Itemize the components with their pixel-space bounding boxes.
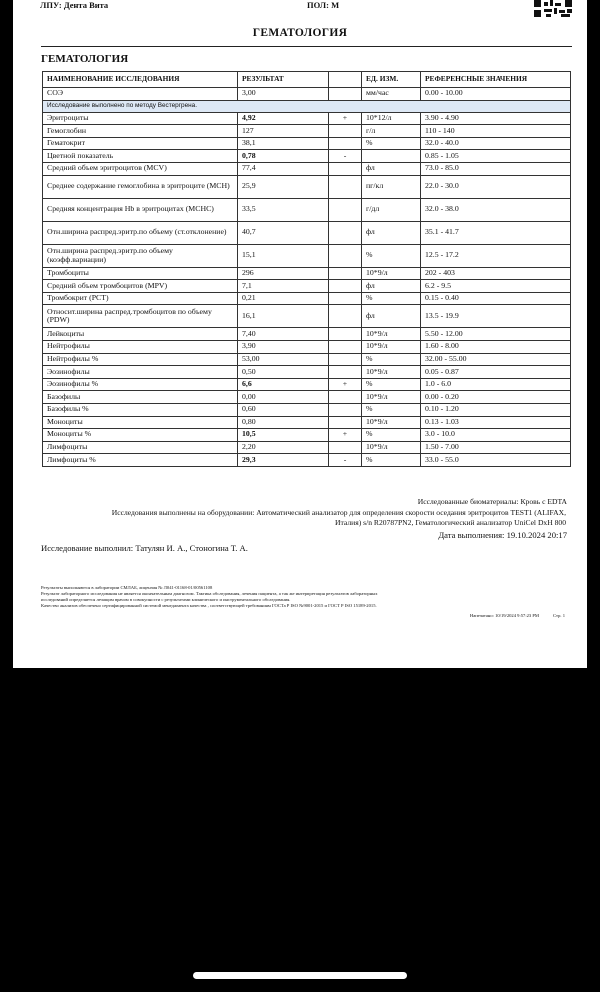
- reference-range: 110 - 140: [421, 125, 571, 138]
- test-result: 33,5: [238, 198, 329, 221]
- test-name: Тромбокрит (PCT): [43, 292, 238, 305]
- disclaimer-line2: исследований определяется лечащим врачом в совокупности с результатами клинического и инструментального обследования.: [41, 597, 291, 602]
- test-unit: г/л: [362, 125, 421, 138]
- reference-range: 0.10 - 1.20: [421, 403, 571, 416]
- test-name: Отн.ширина распред.эритр.по объему (коэфф.вариации): [43, 244, 238, 267]
- table-row: [43, 198, 571, 221]
- result-flag: [329, 244, 362, 267]
- test-result: 3,00: [238, 88, 329, 101]
- test-name: Эритроциты: [43, 112, 238, 125]
- reference-range: 0.05 - 0.87: [421, 366, 571, 379]
- divider: [41, 46, 572, 47]
- disclaimer-line1: Результат лабораторного исследования не является окончательным диагнозом. Тактика обследования, лечения пациента, а так же интерпретация результатов лабораторных: [41, 591, 378, 596]
- result-flag: [329, 198, 362, 221]
- table-row: [43, 162, 571, 175]
- table-row: [43, 378, 571, 391]
- test-unit: пг/кл: [362, 175, 421, 198]
- reference-range: 35.1 - 41.7: [421, 221, 571, 244]
- test-unit: %: [362, 403, 421, 416]
- performed-by: Исследование выполнил: Татулян И. А., Стоногина Т. А.: [41, 543, 248, 553]
- test-name: Лимфоциты: [43, 441, 238, 454]
- reference-range: 202 - 403: [421, 267, 571, 280]
- table-row: [43, 305, 571, 328]
- test-name: СОЭ: [43, 88, 238, 101]
- reference-range: 33.0 - 55.0: [421, 454, 571, 467]
- table-row: [43, 221, 571, 244]
- test-unit: фл: [362, 305, 421, 328]
- table-row: [43, 340, 571, 353]
- column-header-result: РЕЗУЛЬТАТ: [238, 72, 329, 88]
- result-flag: [329, 175, 362, 198]
- table-row: [43, 137, 571, 150]
- reference-range: 1.50 - 7.00: [421, 441, 571, 454]
- result-flag: [329, 280, 362, 293]
- reference-range: 3.90 - 4.90: [421, 112, 571, 125]
- test-unit: фл: [362, 280, 421, 293]
- test-unit: %: [362, 353, 421, 366]
- result-flag: [329, 137, 362, 150]
- reference-range: 0.00 - 0.20: [421, 391, 571, 404]
- test-result: 7,1: [238, 280, 329, 293]
- result-flag: [329, 391, 362, 404]
- test-unit: %: [362, 378, 421, 391]
- result-flag: [329, 441, 362, 454]
- test-name: Тромбоциты: [43, 267, 238, 280]
- table-body: [43, 88, 571, 467]
- test-result: 296: [238, 267, 329, 280]
- test-name: Лейкоциты: [43, 328, 238, 341]
- equipment-note-line1: Исследования выполнены на оборудовании: Автоматический анализатор для определения скорости оседания эритроцитов TEST1 (ALIFAX,: [111, 508, 566, 517]
- result-flag: [329, 403, 362, 416]
- qr-code-icon: [534, 0, 572, 17]
- test-name: Цветной показатель: [43, 150, 238, 163]
- test-name: Гемоглобин: [43, 125, 238, 138]
- reference-range: 3.0 - 10.0: [421, 429, 571, 442]
- test-name: Средний объем эритроцитов (MCV): [43, 162, 238, 175]
- table-row: [43, 267, 571, 280]
- result-flag: [329, 328, 362, 341]
- result-flag: +: [329, 378, 362, 391]
- result-flag: +: [329, 429, 362, 442]
- results-table: [42, 71, 571, 467]
- result-flag: -: [329, 150, 362, 163]
- reference-range: 1.0 - 6.0: [421, 378, 571, 391]
- test-result: 40,7: [238, 221, 329, 244]
- table-row: [43, 88, 571, 101]
- test-unit: фл: [362, 221, 421, 244]
- result-flag: [329, 125, 362, 138]
- column-header-reference: РЕФЕРЕНСНЫЕ ЗНАЧЕНИЯ: [421, 72, 571, 88]
- page-title: ГЕМАТОЛОГИЯ: [252, 27, 348, 39]
- result-flag: [329, 416, 362, 429]
- reference-range: 0.15 - 0.40: [421, 292, 571, 305]
- reference-range: 0.13 - 1.03: [421, 416, 571, 429]
- test-name: Моноциты: [43, 416, 238, 429]
- test-name: Отн.ширина распред.эритр.по объему (ст.отклонение): [43, 221, 238, 244]
- test-unit: %: [362, 137, 421, 150]
- section-title: ГЕМАТОЛОГИЯ: [41, 53, 129, 65]
- table-row: [43, 328, 571, 341]
- test-name: Средняя концентрация Hb в эритроцитах (MCHC): [43, 198, 238, 221]
- result-flag: [329, 88, 362, 101]
- table-row: [43, 416, 571, 429]
- license-note: Результаты выполняются в лаборатории СМЛАБ, лицензия № Л041-01168-01/00561108: [41, 585, 213, 590]
- result-flag: [329, 292, 362, 305]
- test-unit: 10*9/л: [362, 366, 421, 379]
- result-flag: [329, 305, 362, 328]
- test-unit: 10*9/л: [362, 328, 421, 341]
- result-flag: [329, 162, 362, 175]
- column-header-flag: [329, 72, 362, 88]
- test-result: 16,1: [238, 305, 329, 328]
- test-name: Базофилы %: [43, 403, 238, 416]
- test-result: 29,3: [238, 454, 329, 467]
- reference-range: 12.5 - 17.2: [421, 244, 571, 267]
- result-flag: [329, 340, 362, 353]
- table-row: [43, 150, 571, 163]
- test-result: 0,60: [238, 403, 329, 416]
- test-unit: 10*9/л: [362, 391, 421, 404]
- printed-timestamp: Напечатано: 10/19/2024 9:57:23 PM: [469, 613, 539, 618]
- test-name: Относит.ширина распред.тромбоцитов по объему (PDW): [43, 305, 238, 328]
- column-header-name: НАИМЕНОВАНИЕ ИССЛЕДОВАНИЯ: [43, 72, 238, 88]
- gender-label: ПОЛ: М: [307, 0, 340, 10]
- reference-range: 5.50 - 12.00: [421, 328, 571, 341]
- test-unit: 10*9/л: [362, 267, 421, 280]
- test-unit: %: [362, 454, 421, 467]
- test-result: 127: [238, 125, 329, 138]
- test-result: 4,92: [238, 112, 329, 125]
- test-name: Эозинофилы %: [43, 378, 238, 391]
- test-name: Гематокрит: [43, 137, 238, 150]
- test-result: 6,6: [238, 378, 329, 391]
- table-row: [43, 280, 571, 293]
- reference-range: 1.60 - 8.00: [421, 340, 571, 353]
- table-row: [43, 429, 571, 442]
- table-row: [43, 441, 571, 454]
- test-unit: 10*9/л: [362, 441, 421, 454]
- test-unit: 10*9/л: [362, 416, 421, 429]
- test-result: 10,5: [238, 429, 329, 442]
- test-unit: %: [362, 244, 421, 267]
- report-page: [13, 0, 587, 668]
- test-unit: 10*12/л: [362, 112, 421, 125]
- biomaterial-note: Исследованные биоматериалы: Кровь с EDTA: [417, 497, 567, 506]
- test-name: Нейтрофилы %: [43, 353, 238, 366]
- test-name: Базофилы: [43, 391, 238, 404]
- test-result: 0,50: [238, 366, 329, 379]
- column-header-unit: ЕД. ИЗМ.: [362, 72, 421, 88]
- result-flag: [329, 366, 362, 379]
- table-row: [43, 391, 571, 404]
- table-row: [43, 175, 571, 198]
- reference-range: 32.0 - 38.0: [421, 198, 571, 221]
- test-result: 77,4: [238, 162, 329, 175]
- reference-range: 0.00 - 10.00: [421, 88, 571, 101]
- table-row: [43, 244, 571, 267]
- test-name: Нейтрофилы: [43, 340, 238, 353]
- table-row: [43, 353, 571, 366]
- home-indicator[interactable]: [193, 972, 407, 979]
- test-result: 2,20: [238, 441, 329, 454]
- table-row: [43, 125, 571, 138]
- test-result: 0,21: [238, 292, 329, 305]
- table-row: [43, 292, 571, 305]
- table-row: [43, 112, 571, 125]
- page-number: Стр. 1: [553, 613, 565, 618]
- test-result: 0,78: [238, 150, 329, 163]
- lpu-label: ЛПУ: Дента Вита: [40, 0, 109, 10]
- test-result: 0,00: [238, 391, 329, 404]
- table-row: [43, 366, 571, 379]
- reference-range: 32.0 - 40.0: [421, 137, 571, 150]
- result-flag: [329, 221, 362, 244]
- reference-range: 73.0 - 85.0: [421, 162, 571, 175]
- test-unit: 10*9/л: [362, 340, 421, 353]
- result-flag: [329, 353, 362, 366]
- test-name: Эозинофилы: [43, 366, 238, 379]
- method-note-row: [43, 100, 571, 112]
- test-unit: фл: [362, 162, 421, 175]
- test-name: Среднее содержание гемоглобина в эритроците (MCH): [43, 175, 238, 198]
- test-result: 7,40: [238, 328, 329, 341]
- test-name: Лимфоциты %: [43, 454, 238, 467]
- equipment-note-line2: Италия) s/n R20787PN2, Гематологический анализатор UniCel DxH 800: [335, 518, 566, 527]
- reference-range: 6.2 - 9.5: [421, 280, 571, 293]
- test-unit: мм/час: [362, 88, 421, 101]
- reference-range: 32.00 - 55.00: [421, 353, 571, 366]
- reference-range: 22.0 - 30.0: [421, 175, 571, 198]
- table-row: [43, 403, 571, 416]
- test-result: 0,80: [238, 416, 329, 429]
- test-result: 38,1: [238, 137, 329, 150]
- test-unit: %: [362, 429, 421, 442]
- test-result: 53,00: [238, 353, 329, 366]
- completion-date: Дата выполнения: 19.10.2024 20:17: [438, 530, 567, 540]
- test-unit: %: [362, 292, 421, 305]
- test-name: Моноциты %: [43, 429, 238, 442]
- result-flag: -: [329, 454, 362, 467]
- test-unit: [362, 150, 421, 163]
- test-result: 15,1: [238, 244, 329, 267]
- method-note: Исследование выполнено по методу Вестергрена.: [43, 100, 571, 112]
- reference-range: 13.5 - 19.9: [421, 305, 571, 328]
- result-flag: [329, 267, 362, 280]
- test-result: 3,90: [238, 340, 329, 353]
- test-unit: г/дл: [362, 198, 421, 221]
- result-flag: +: [329, 112, 362, 125]
- quality-note: Качество анализов обеспечено сертифицированной системой менеджмента качества , соответствующей требованиям ГОСТа Р ISO №9001-2015 и ГОСТ Р ISO 15189-2015.: [41, 603, 377, 608]
- test-result: 25,9: [238, 175, 329, 198]
- test-name: Средний объем тромбоцитов (MPV): [43, 280, 238, 293]
- reference-range: 0.85 - 1.05: [421, 150, 571, 163]
- table-header-row: [43, 72, 571, 88]
- table-row: [43, 454, 571, 467]
